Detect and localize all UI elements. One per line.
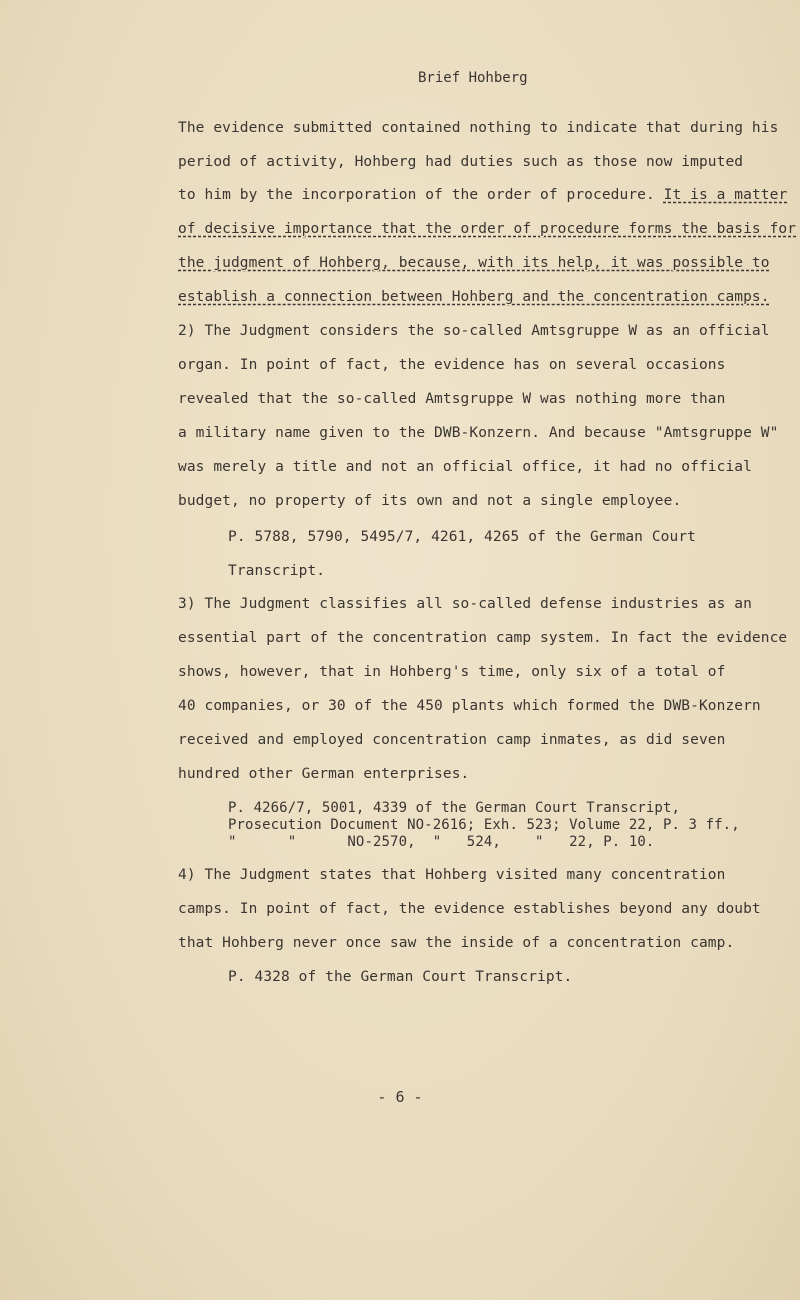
- text-line: 40 companies, or 30 of the 450 plants which formed the DWB-Konzern: [178, 698, 761, 714]
- text-line: shows, however, that in Hohberg's time, only six of a total of: [178, 664, 726, 680]
- text-line: camps. In point of fact, the evidence establishes beyond any doubt: [178, 901, 761, 917]
- text-line-part: to him by the incorporation of the order of procedure.: [178, 187, 655, 203]
- text-line: [178, 187, 787, 203]
- reference-line: Prosecution Document NO-2616; Exh. 523; Volume 22, P. 3 ff.,: [228, 817, 740, 833]
- text-line: was merely a title and not an official office, it had no official: [178, 459, 752, 475]
- text-line: 4) The Judgment states that Hohberg visited many concentration: [178, 867, 726, 883]
- underlined-text: It is a matter: [663, 187, 788, 203]
- reference-line: P. 4266/7, 5001, 4339 of the German Court Transcript,: [228, 800, 681, 816]
- document-header: Brief Hohberg: [418, 70, 528, 86]
- reference-line: Transcript.: [228, 563, 326, 579]
- page-number: - 6 -: [377, 1088, 423, 1106]
- reference-line: P. 5788, 5790, 5495/7, 4261, 4265 of the German Court: [228, 529, 696, 545]
- text-line: a military name given to the DWB-Konzern. And because "Amtsgruppe W": [178, 425, 779, 441]
- text-line: that Hohberg never once saw the inside of a concentration camp.: [178, 935, 735, 951]
- text-line: hundred other German enterprises.: [178, 766, 470, 782]
- text-line: period of activity, Hohberg had duties such as those now imputed: [178, 154, 744, 170]
- text-line: The evidence submitted contained nothing to indicate that during his: [178, 120, 779, 136]
- text-line: essential part of the concentration camp system. In fact the evidence: [178, 630, 788, 646]
- text-line: budget, no property of its own and not a single employee.: [178, 493, 682, 509]
- reference-line: P. 4328 of the German Court Transcript.: [228, 969, 573, 985]
- underlined-text-line: establish a connection between Hohberg and the concentration camps.: [178, 289, 770, 305]
- text-line: 2) The Judgment considers the so-called Amtsgruppe W as an official: [178, 323, 770, 339]
- text-line: 3) The Judgment classifies all so-called defense industries as an: [178, 596, 752, 612]
- reference-line: " " NO-2570, " 524, " 22, P. 10.: [228, 834, 655, 850]
- underlined-text-line: of decisive importance that the order of procedure forms the basis for: [178, 221, 797, 237]
- text-line: received and employed concentration camp inmates, as did seven: [178, 732, 726, 748]
- text-line: organ. In point of fact, the evidence has on several occasions: [178, 357, 726, 373]
- underlined-text-line: the judgment of Hohberg, because, with its help, it was possible to: [178, 255, 770, 271]
- text-line: revealed that the so-called Amtsgruppe W was nothing more than: [178, 391, 726, 407]
